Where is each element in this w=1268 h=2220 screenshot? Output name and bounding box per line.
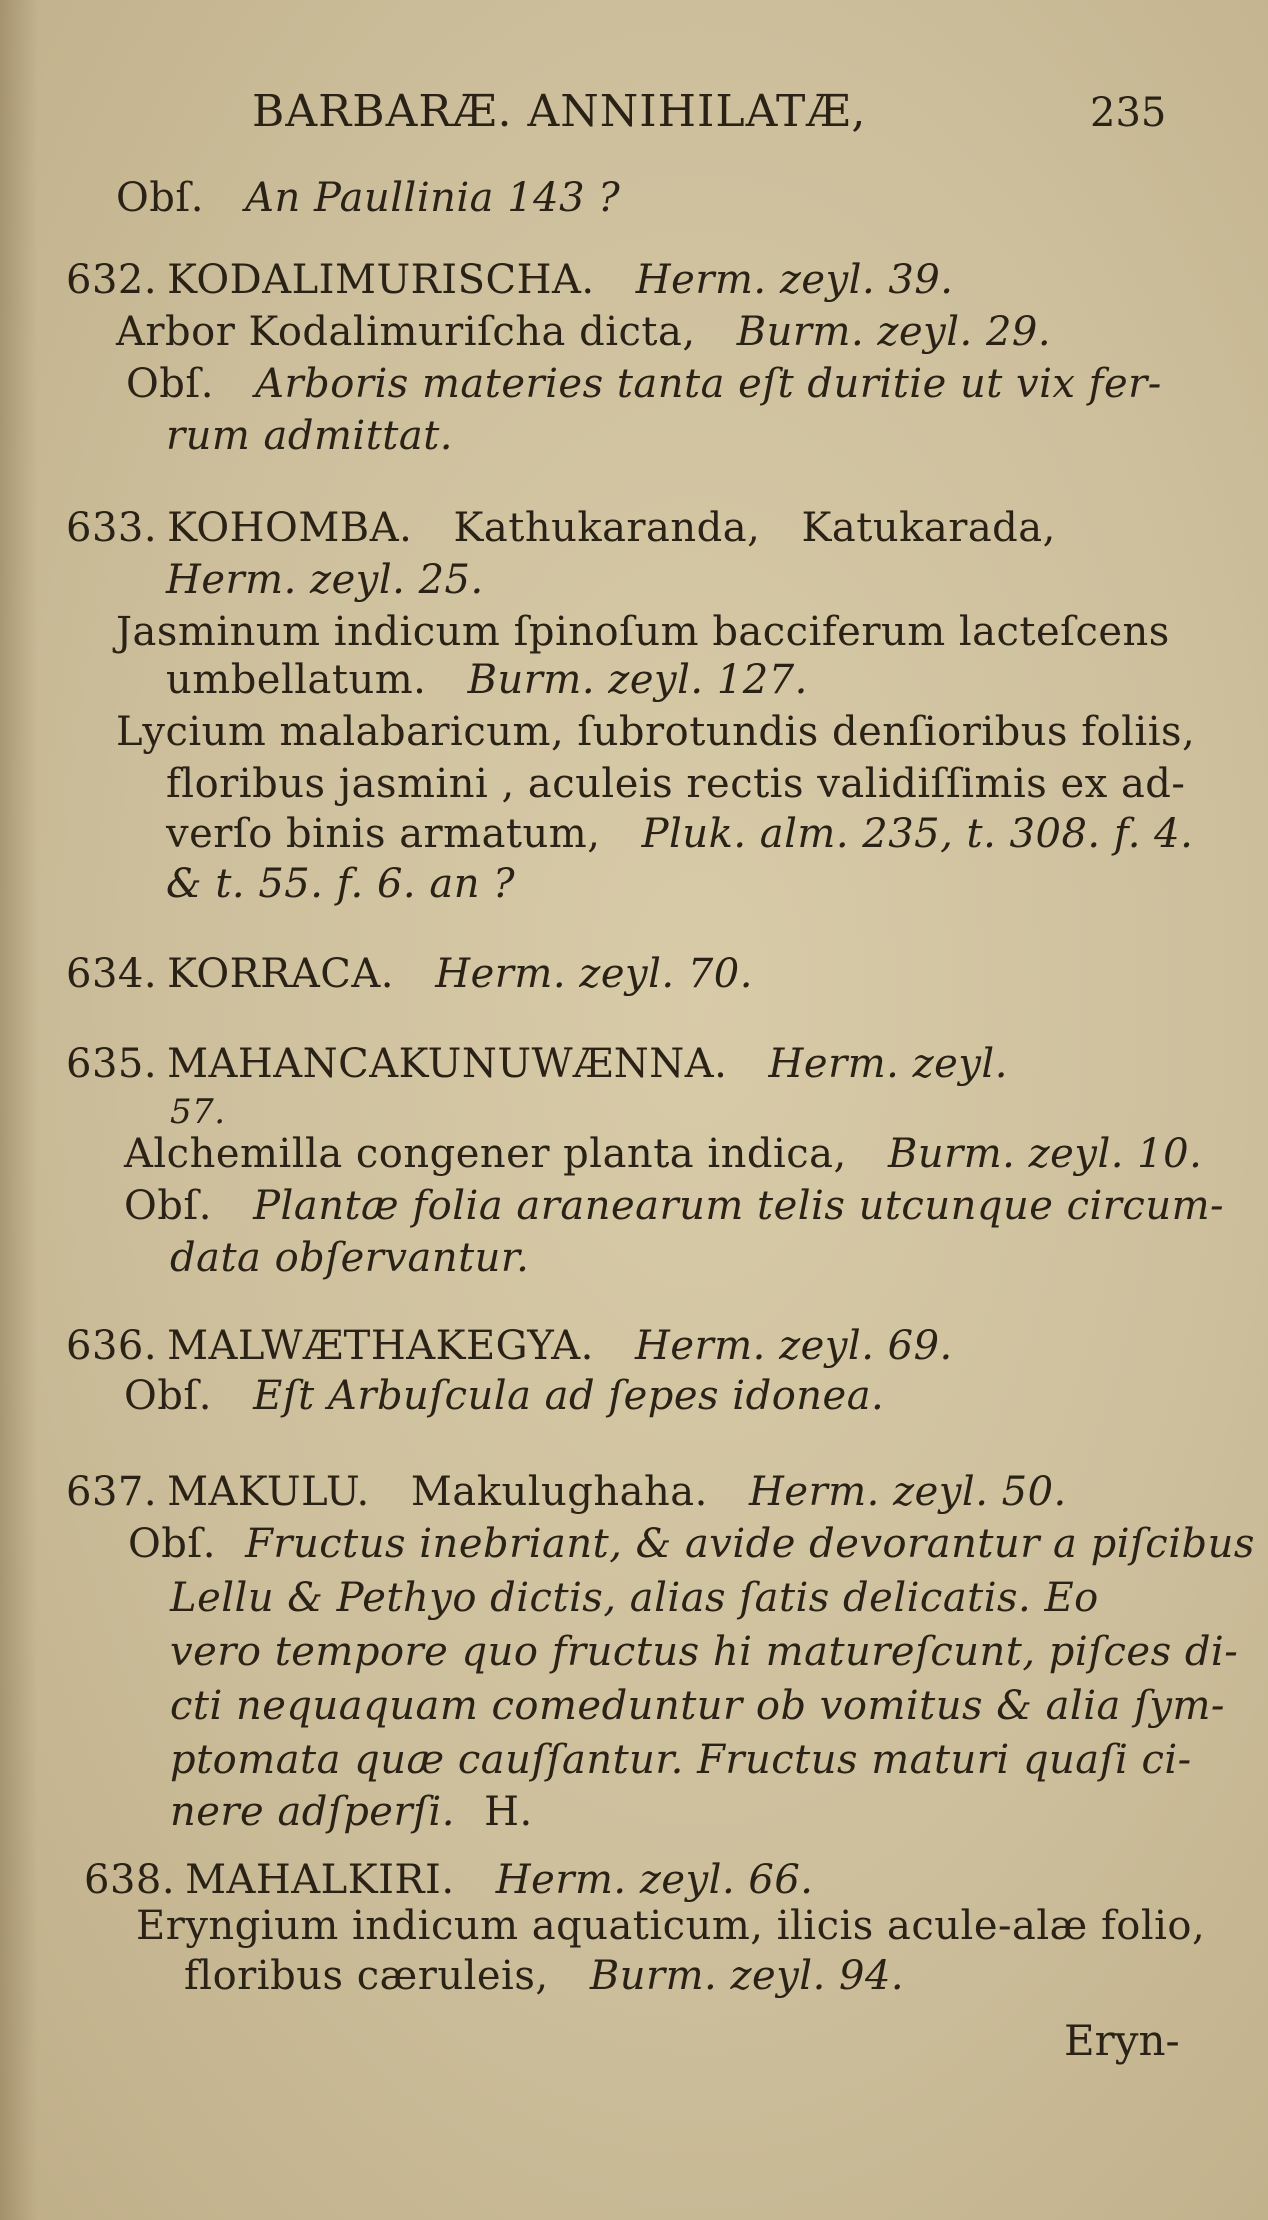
entry-638-eryngium-1: Eryngium indicum aquaticum, ilicis acule-alæ folio, (136, 1903, 1206, 1949)
entry-name: KODALIMURISCHA. (167, 257, 595, 303)
entry-633-jasminum-2 (166, 656, 808, 704)
entry-636-heading (66, 1322, 953, 1370)
entry-632-heading (66, 256, 954, 304)
obs-text: Plantæ folia aranearum telis utcunque circum- (253, 1183, 1225, 1229)
entry-number: 633. (66, 505, 158, 551)
entry-number: 634. (66, 951, 158, 997)
intro-obs-line (116, 174, 620, 222)
entry-reference: Herm. zeyl. 39. (635, 257, 954, 303)
entry-number: 635. (66, 1041, 158, 1087)
obs-label: Obſ. (128, 1521, 216, 1567)
entry-632-obs-cont: rum admittat. (166, 413, 453, 459)
running-header: BARBARÆ. ANNIHILATÆ, (252, 86, 867, 137)
obs-text: An Paullinia 143 ? (245, 175, 621, 221)
page-edge-shadow (0, 0, 38, 2220)
entry-name: MAHANCAKUNUWÆNNA. (167, 1041, 728, 1087)
entry-number: 632. (66, 257, 158, 303)
entry-637-obs-line-6 (170, 1788, 533, 1836)
entry-633-lycium-1: Lycium malabaricum, ſubrotundis denſioribus foliis, (116, 709, 1196, 755)
entry-633-heading (66, 504, 1056, 552)
entry-638-heading (84, 1856, 814, 1904)
entry-635-alchemilla (124, 1130, 1202, 1178)
entry-632-synonym (116, 308, 1051, 356)
obs-label: Obſ. (124, 1183, 212, 1229)
synonym-reference: Pluk. alm. 235, t. 308. f. 4. (641, 811, 1194, 857)
vernacular-name: Makulughaha. (410, 1469, 708, 1515)
entry-name: KORRACA. (167, 951, 394, 997)
entry-reference: Herm. zeyl. 69. (635, 1323, 953, 1369)
entry-637-obs (128, 1520, 1255, 1568)
entry-637-obs-line-2: Lellu & Pethyo dictis, alias ſatis delicatis. Eo (170, 1575, 1099, 1621)
entry-reference: Herm. zeyl. (768, 1041, 1008, 1087)
vernacular-name-1: Kathukaranda, (453, 505, 761, 551)
entry-635-reference-cont: 57. (170, 1092, 226, 1132)
synonym-text: verſo binis armatum, (166, 811, 601, 857)
entry-number: 636. (66, 1323, 158, 1369)
entry-636-obs (124, 1372, 884, 1420)
obs-text: Fructus inebriant, & avide devorantur a piſcibus (245, 1521, 1255, 1567)
entry-635-heading (66, 1040, 1008, 1088)
entry-name: MAHALKIRI. (185, 1857, 455, 1903)
synonym-reference: Burm. zeyl. 94. (589, 1953, 905, 1999)
obs-text: Eſt Arbuſcula ad ſepes idonea. (253, 1373, 885, 1419)
entry-number: 637. (66, 1469, 158, 1515)
entry-637-obs-line-4: cti nequaquam comeduntur ob vomitus & alia ſym- (170, 1683, 1225, 1729)
entry-633-lycium-2: floribus jasmini , aculeis rectis validiſſimis ex ad- (166, 761, 1186, 807)
entry-name: MALWÆTHAKEGYA. (167, 1323, 594, 1369)
obs-label: Obſ. (126, 361, 214, 407)
synonym-reference: Burm. zeyl. 29. (736, 309, 1052, 355)
obs-text: nere adſperſi. (170, 1789, 455, 1835)
synonym-text: Alchemilla congener planta indica, (124, 1131, 847, 1177)
catchword: Eryn- (1064, 2016, 1180, 2065)
entry-637-heading (66, 1468, 1067, 1516)
entry-reference: Herm. zeyl. 50. (749, 1469, 1067, 1515)
obs-text: Arboris materies tanta eſt duritie ut vix fer- (255, 361, 1162, 407)
entry-633-jasminum-1: Jasminum indicum ſpinoſum bacciferum lacteſcens (116, 609, 1170, 655)
obs-label: Obſ. (124, 1373, 212, 1419)
author-initial: H. (484, 1789, 533, 1835)
entry-637-obs-line-3: vero tempore quo fructus hi matureſcunt, piſces di- (170, 1629, 1239, 1675)
entry-635-obs-cont: data obſervantur. (170, 1235, 530, 1281)
entry-632-obs (126, 360, 1162, 408)
entry-reference: Herm. zeyl. 66. (495, 1857, 814, 1903)
entry-633-reference: Herm. zeyl. 25. (166, 557, 484, 603)
page-number: 235 (1090, 90, 1167, 136)
entry-reference: Herm. zeyl. 70. (435, 951, 753, 997)
synonym-text: Arbor Kodalimuriſcha dicta, (116, 309, 696, 355)
entry-633-lycium-3 (166, 810, 1193, 858)
entry-name: MAKULU. (167, 1469, 370, 1515)
vernacular-name-2: Katukarada, (801, 505, 1056, 551)
entry-638-eryngium-2 (184, 1952, 904, 2000)
entry-name: KOHOMBA. (167, 505, 413, 551)
synonym-text: floribus cæruleis, (184, 1953, 549, 1999)
entry-633-lycium-4: & t. 55. f. 6. an ? (166, 861, 516, 907)
entry-634-heading (66, 950, 753, 998)
obs-label: Obſ. (116, 175, 204, 221)
synonym-reference: Burm. zeyl. 10. (887, 1131, 1203, 1177)
entry-637-obs-line-5: ptomata quæ cauſſantur. Fructus maturi quaſi ci- (170, 1737, 1192, 1783)
synonym-reference: Burm. zeyl. 127. (467, 657, 808, 703)
entry-number: 638. (84, 1857, 176, 1903)
synonym-text: umbellatum. (166, 657, 427, 703)
entry-635-obs (124, 1182, 1224, 1230)
